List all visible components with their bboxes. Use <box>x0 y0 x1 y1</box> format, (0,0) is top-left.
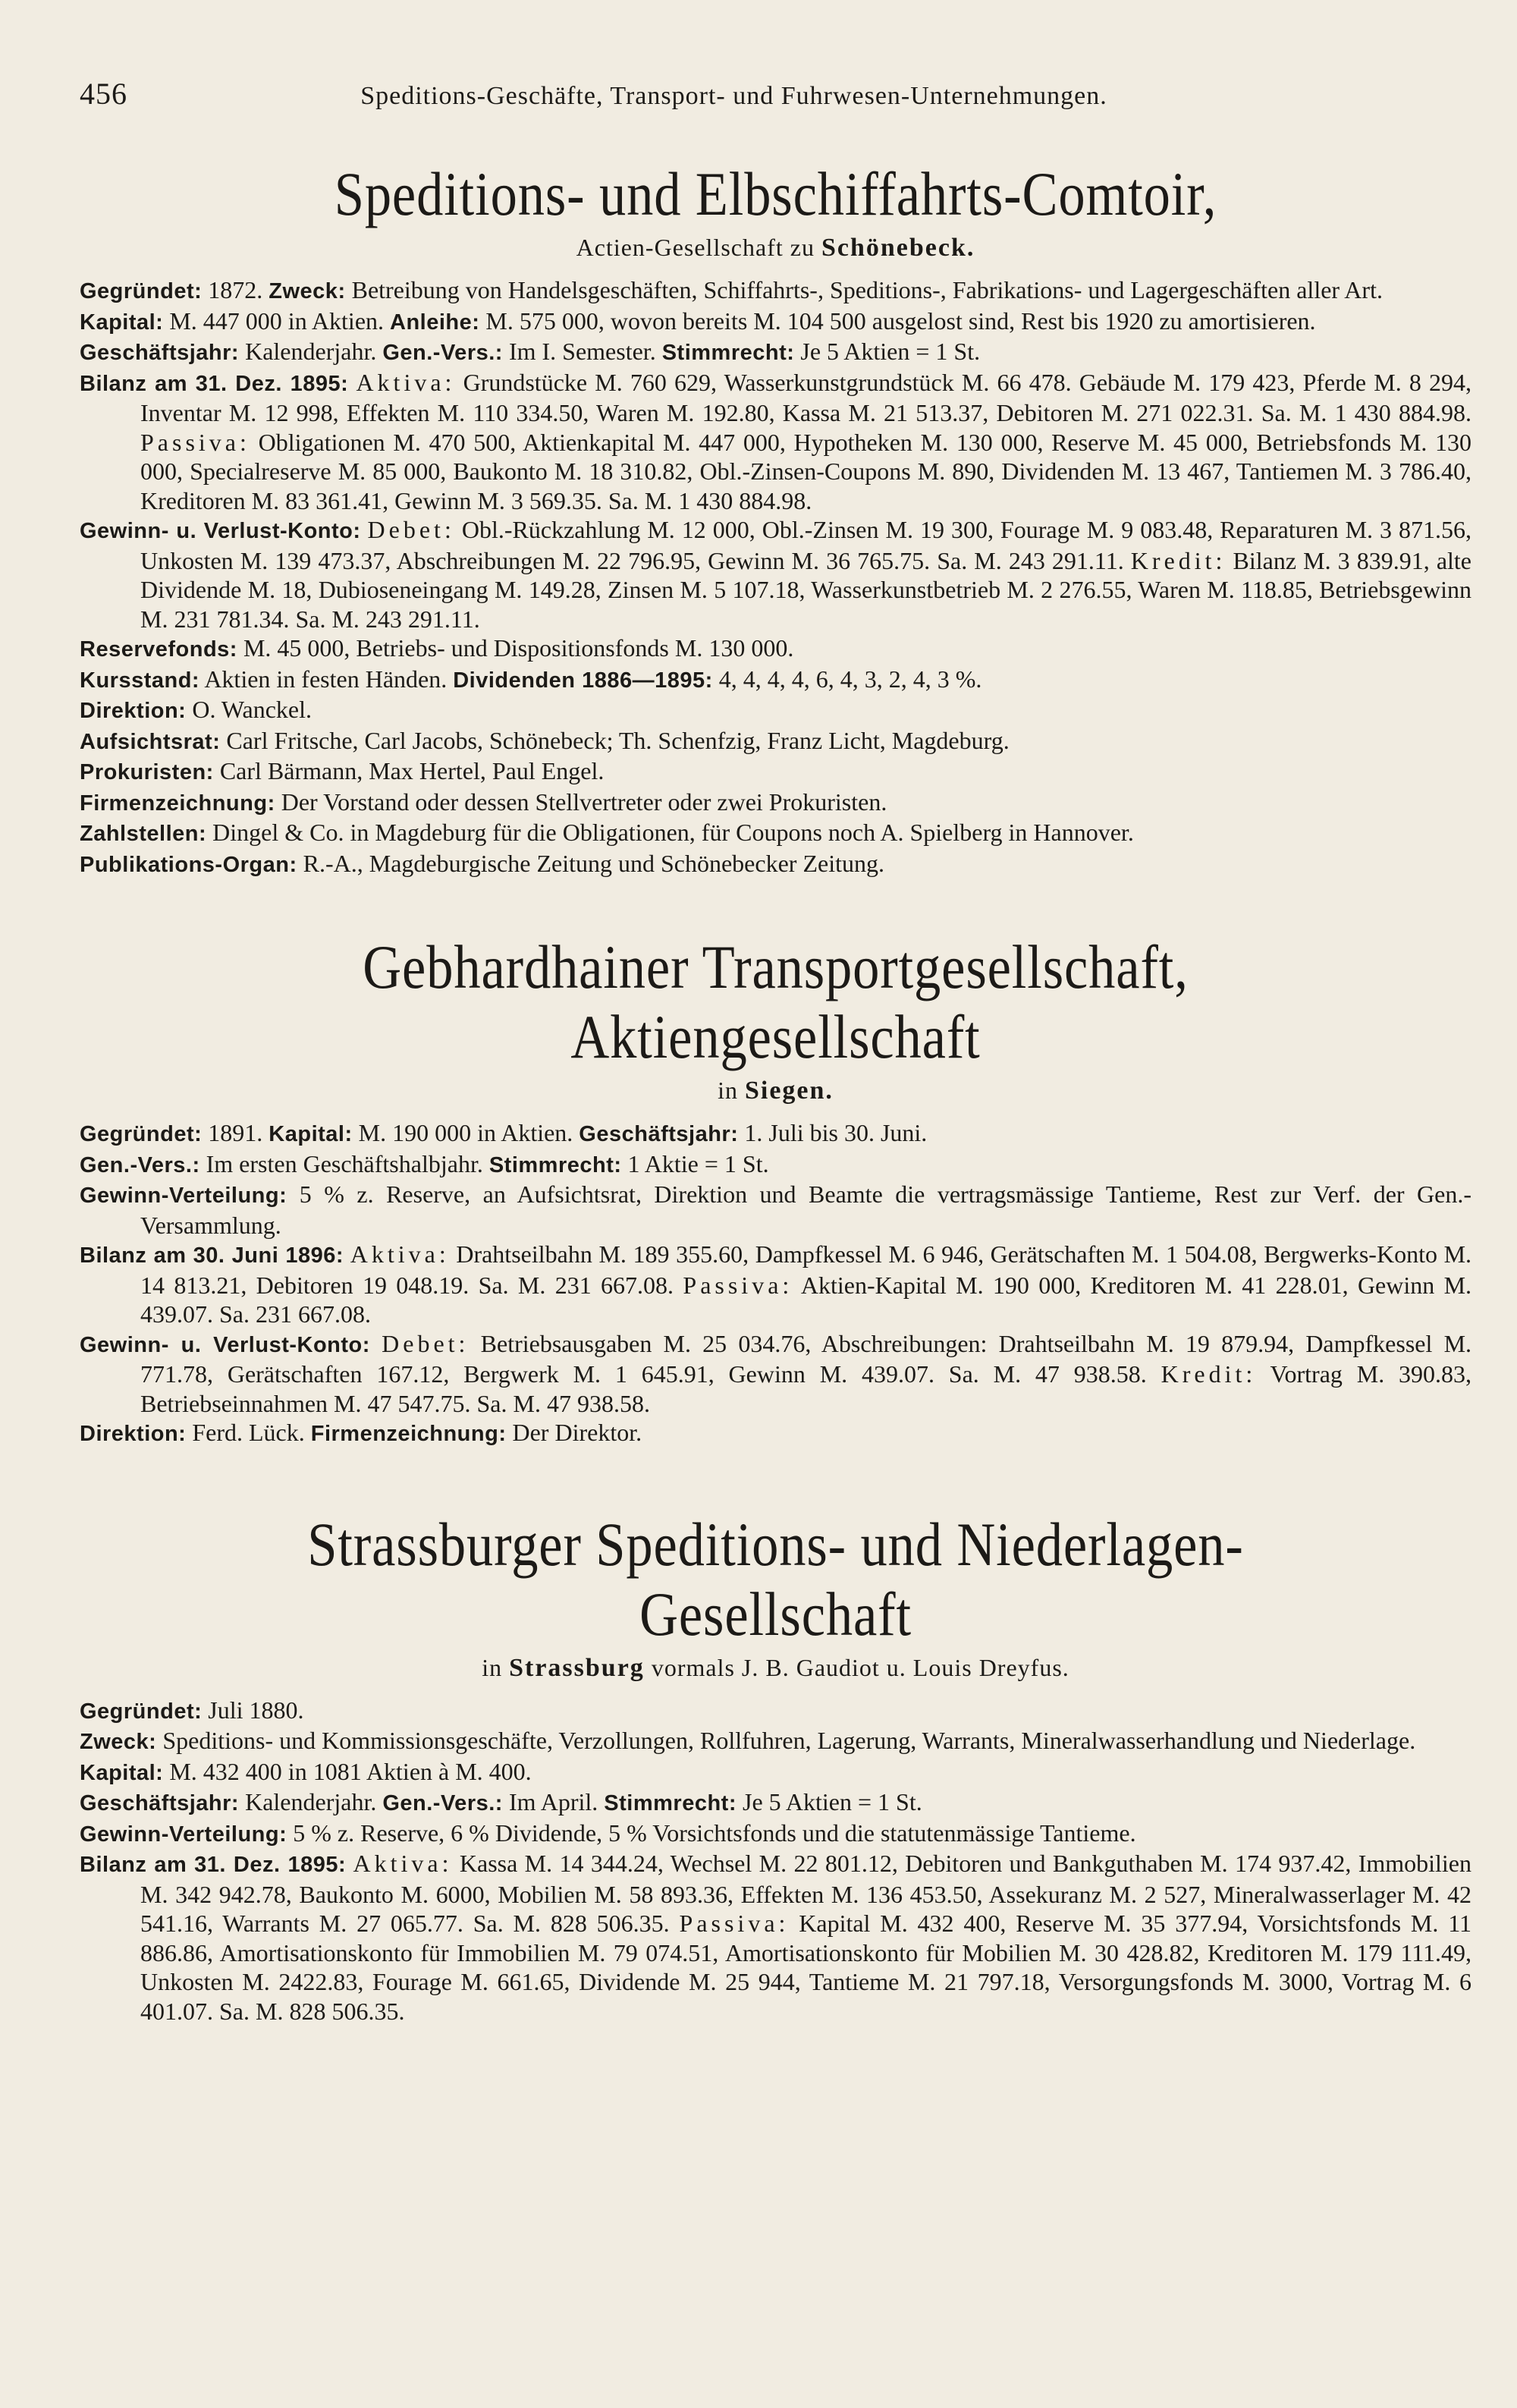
entry-text: Ferd. Lück. <box>192 1419 305 1446</box>
entry-text: M. 190 000 in Aktien. <box>358 1119 573 1146</box>
entry-label: Kapital: <box>269 1122 353 1146</box>
entry-label: Zweck: <box>80 1730 157 1754</box>
entry-text: Aktien in festen Händen. <box>204 665 448 693</box>
entry-label: Bilanz am 30. Juni 1896: <box>80 1243 344 1268</box>
entry-text: M. 447 000 in Aktien. <box>169 307 385 335</box>
entry-label: Aufsichtsrat: <box>80 729 221 754</box>
running-header <box>80 76 1471 129</box>
entry-text: Je 5 Aktien = 1 St. <box>800 338 981 365</box>
entry-text: Kalenderjahr. <box>245 1788 377 1815</box>
entry-text: Im April. <box>508 1788 598 1815</box>
entry-text: R.-A., Magdeburgische Zeitung und Schönebecker Zeitung. <box>303 849 884 877</box>
entry-paragraph <box>80 695 1471 726</box>
entry-text: Dingel & Co. in Magdeburg für die Obligationen, für Coupons noch A. Spielberg in Hannover. <box>212 819 1134 846</box>
subtitle-prefix: in <box>718 1077 738 1104</box>
entry-text: 5 % z. Reserve, an Aufsichtsrat, Direktion und Beamte die vertragsmässige Tantieme, Rest zur Verf. der Gen.-Versammlung. <box>140 1180 1471 1239</box>
company-title: Speditions- und Elbschiffahrts-Comtoir, <box>334 159 1217 228</box>
entry-text: 4, 4, 4, 4, 6, 4, 3, 2, 4, 3 %. <box>718 665 982 693</box>
entry-text: Grundstücke M. 760 629, Wasserkunstgrundstück M. 66 478. Gebäude M. 179 423, Pferde M. 8 294, Inventar M. 12 998, Effekten M. 110 334.50, Waren M. 192.80, Kassa M. 21 513.37, Debitoren M. 271 022.31. Sa. M. 1 430 884.98. <box>140 368 1471 426</box>
subtitle-place: Schönebeck. <box>821 234 975 262</box>
entry-label: Bilanz am 31. Dez. 1895: <box>80 1853 347 1877</box>
entry-text: Kassa M. 14 344.24, Wechsel M. 22 801.12, Debitoren und Bankguthaben M. 174 937.42, Immobilien M. 342 942.78, Baukonto M. 6000, Mobilien M. 58 893.36, Effekten M. 136 453.50, Assekuranz M. 2 527, Mineralwasserlager M. 42 541.16, Warrants M. 27 065.77. Sa. M. 828 506.35. <box>140 1850 1471 1937</box>
entry-paragraph <box>80 515 1471 633</box>
entry-label: Gegründet: <box>80 279 203 303</box>
entry-text: 1 Aktie = 1 St. <box>627 1149 769 1177</box>
entry-label: Dividenden 1886—1895: <box>453 668 713 693</box>
company-title: Strassburger Speditions- und Niederlagen-Gesellschaft <box>307 1509 1244 1649</box>
entry-section-label: Aktiva: <box>356 368 456 396</box>
entry-paragraph <box>80 665 1471 696</box>
entry-paragraph <box>80 1118 1471 1149</box>
entry-label: Kapital: <box>80 310 164 335</box>
entry-paragraph <box>80 726 1471 757</box>
entry-paragraph <box>80 1329 1471 1419</box>
entry-text: Vortrag M. 390.83, Betriebseinnahmen M. 47 547.75. Sa. M. 47 938.58. <box>140 1360 1471 1417</box>
entry-paragraph <box>80 756 1471 787</box>
entry-text: Aktien-Kapital M. 190 000, Kreditoren M. 41 228.01, Gewinn M. 439.07. Sa. 231 667.08. <box>140 1271 1471 1328</box>
company-subtitle <box>80 229 1471 266</box>
entry-section-label: Debet: <box>367 516 455 543</box>
entry-text: Obligationen M. 470 500, Aktienkapital M. 447 000, Hypotheken M. 130 000, Reserve M. 45 000, Betriebsfonds M. 130 000, Specialreserve M. 85 000, Baukonto M. 18 310.82, Obl.-Zinsen-Coupons M. 890, Dividenden M. 13 467, Tantiemen M. 3 786.40, Kreditoren M. 83 361.41, Gewinn M. 3 569.35. Sa. M. 1 430 884.98. <box>140 428 1471 514</box>
entry-text: 1872. <box>208 276 263 303</box>
entry-paragraph <box>80 307 1471 338</box>
entry-paragraph <box>80 1418 1471 1449</box>
entry-label: Bilanz am 31. Dez. 1895: <box>80 371 349 396</box>
entry-paragraph <box>80 1787 1471 1819</box>
entry-paragraph <box>80 1849 1471 2026</box>
entry-paragraph <box>80 818 1471 849</box>
entry-paragraph <box>80 368 1471 516</box>
entry-paragraph <box>80 787 1471 819</box>
entry-text: Je 5 Aktien = 1 St. <box>742 1788 922 1815</box>
entry-label: Kapital: <box>80 1760 164 1785</box>
entry-label: Stimmrecht: <box>604 1791 737 1815</box>
entry-text: Betriebsausgaben M. 25 034.76, Abschreibungen: Drahtseilbahn M. 19 879.94, Dampfkessel M. 771.78, Gerätschaften 167.12, Bergwerk M. 1 645.91, Gewinn M. 439.07. Sa. M. 47 938.58. <box>140 1329 1471 1388</box>
entry-label: Stimmrecht: <box>661 341 795 365</box>
entry-section-label: Debet: <box>382 1329 470 1357</box>
company-title: Gebhardhainer Transportgesellschaft, Aktiengesellschaft <box>363 932 1189 1071</box>
entry-text: Juli 1880. <box>208 1696 304 1724</box>
entry-label: Firmenzeichnung: <box>310 1422 507 1446</box>
entry-paragraph <box>80 337 1471 368</box>
entry-section-label: Passiva: <box>140 428 250 456</box>
entry-text: Im I. Semester. <box>508 338 656 365</box>
entry-label: Gewinn- u. Verlust-Konto: <box>80 1332 370 1357</box>
entry-text: 1891. <box>208 1119 263 1146</box>
entry-list <box>80 1696 1471 2026</box>
entry-paragraph <box>80 1696 1471 1727</box>
entry-section-label: Passiva: <box>679 1910 790 1937</box>
entry-label: Direktion: <box>80 699 187 723</box>
entry-label: Gewinn- u. Verlust-Konto: <box>80 519 361 543</box>
entry-text: Der Direktor. <box>512 1419 642 1446</box>
page-number: 456 <box>80 77 127 111</box>
entry-label: Gewinn-Verteilung: <box>80 1822 287 1847</box>
subtitle-prefix: Actien-Gesellschaft zu <box>576 234 815 261</box>
entry-label: Gegründet: <box>80 1699 203 1724</box>
entry-section-label: Kredit: <box>1130 546 1226 574</box>
entry-paragraph <box>80 1726 1471 1757</box>
entry-paragraph <box>80 1757 1471 1788</box>
entry-paragraph <box>80 1240 1471 1329</box>
entry-label: Geschäftsjahr: <box>80 341 240 365</box>
entry-section-label: Aktiva: <box>350 1240 450 1268</box>
company-section <box>80 159 1471 879</box>
entry-text: Betreibung von Handelsgeschäften, Schiffahrts-, Speditions-, Fabrikations- und Lagergeschäften aller Art. <box>351 276 1383 303</box>
entry-text: M. 45 000, Betriebs- und Dispositionsfonds M. 130 000. <box>243 634 794 662</box>
entry-text: Im ersten Geschäftshalbjahr. <box>206 1149 483 1177</box>
entry-text: Drahtseilbahn M. 189 355.60, Dampfkessel M. 6 946, Gerätschaften M. 1 504.08, Bergwerks-Konto M. 14 813.21, Debitoren 19 048.19. Sa. M. 231 667.08. <box>140 1240 1471 1299</box>
entry-label: Kursstand: <box>80 668 200 693</box>
entry-section-label: Kredit: <box>1161 1360 1257 1388</box>
entry-list <box>80 275 1471 879</box>
entry-label: Direktion: <box>80 1422 187 1446</box>
entry-text: 1. Juli bis 30. Juni. <box>744 1119 928 1146</box>
entry-text: Kapital M. 432 400, Reserve M. 35 377.94, Vorsichtsfonds M. 11 886.86, Amortisationskonto für Immobilien M. 79 074.51, Amortisationskonto für Mobilien M. 30 428.82, Kreditoren M. 179 111.49, Unkosten M. 2422.83, Fourage M. 661.65, Dividende M. 25 944, Tantieme M. 21 797.18, Versorgungsfonds M. 3000, Vortrag M. 6 401.07. Sa. M. 828 506.35. <box>140 1910 1471 2025</box>
entry-label: Gen.-Vers.: <box>80 1152 200 1177</box>
entry-text: M. 432 400 in 1081 Aktien à M. 400. <box>169 1757 532 1785</box>
entry-paragraph <box>80 633 1471 665</box>
entry-list <box>80 1118 1471 1449</box>
entry-text: O. Wanckel. <box>192 696 313 723</box>
entry-text: Obl.-Rückzahlung M. 12 000, Obl.-Zinsen M. 19 300, Fourage M. 9 083.48, Reparaturen M. 3 871.56, Unkosten M. 139 473.37, Abschreibungen M. 22 796.95, Gewinn M. 36 765.75. Sa. M. 243 291.11. <box>140 516 1471 574</box>
entry-label: Zahlstellen: <box>80 822 207 846</box>
entry-label: Gegründet: <box>80 1122 203 1146</box>
entry-text: M. 575 000, wovon bereits M. 104 500 ausgelost sind, Rest bis 1920 zu amortisieren. <box>485 307 1316 335</box>
entry-text: Carl Bärmann, Max Hertel, Paul Engel. <box>219 757 605 784</box>
subtitle-suffix: vormals J. B. Gaudiot u. Louis Dreyfus. <box>651 1653 1069 1681</box>
company-section <box>80 932 1471 1449</box>
entry-label: Stimmrecht: <box>488 1152 622 1177</box>
entry-text: Bilanz M. 3 839.91, alte Dividende M. 18, Dubioseneingang M. 149.28, Zinsen M. 5 107.18, Wasserkunstbetrieb M. 2 276.55, Waren M. 118.85, Betriebsgewinn M. 231 781.34. Sa. M. 243 291.11. <box>140 546 1471 633</box>
entry-text: 5 % z. Reserve, 6 % Dividende, 5 % Vorsichtsfonds und die statutenmässige Tantieme. <box>293 1819 1136 1847</box>
entry-text: Carl Fritsche, Carl Jacobs, Schönebeck; Th. Schenfzig, Franz Licht, Magdeburg. <box>226 726 1010 754</box>
entry-text: Speditions- und Kommissionsgeschäfte, Verzollungen, Rollfuhren, Lagerung, Warrants, Mineralwasserhandlung und Niederlage. <box>162 1727 1416 1754</box>
entry-label: Geschäftsjahr: <box>80 1791 240 1815</box>
entry-label: Firmenzeichnung: <box>80 791 275 816</box>
company-subtitle <box>80 1649 1471 1687</box>
entry-paragraph <box>80 849 1471 880</box>
subtitle-place: Strassburg <box>509 1653 645 1682</box>
entry-paragraph <box>80 275 1471 307</box>
entry-label: Gewinn-Verteilung: <box>80 1184 287 1208</box>
subtitle-place: Siegen. <box>744 1077 834 1105</box>
entry-section-label: Aktiva: <box>353 1850 453 1877</box>
entry-label: Geschäftsjahr: <box>579 1122 739 1146</box>
entry-text: Der Vorstand oder dessen Stellvertreter oder zwei Prokuristen. <box>281 787 887 816</box>
entry-label: Publikations-Organ: <box>80 852 297 877</box>
entry-paragraph <box>80 1180 1471 1240</box>
entry-paragraph <box>80 1149 1471 1180</box>
running-title: Speditions-Geschäfte, Transport- und Fuhrwesen-Unternehmungen. <box>360 82 1107 110</box>
company-section <box>80 1510 1471 2026</box>
entry-label: Gen.-Vers.: <box>382 1791 503 1815</box>
entry-label: Gen.-Vers.: <box>382 341 503 365</box>
entry-label: Reservefonds: <box>80 637 237 662</box>
entry-section-label: Passiva: <box>683 1271 793 1299</box>
entry-text: Kalenderjahr. <box>245 338 377 365</box>
entry-label: Anleihe: <box>390 310 480 335</box>
entry-label: Zweck: <box>269 279 346 303</box>
subtitle-prefix: in <box>482 1653 503 1681</box>
company-subtitle <box>80 1072 1471 1109</box>
page <box>80 76 1471 2367</box>
entry-paragraph <box>80 1819 1471 1850</box>
entry-label: Prokuristen: <box>80 760 214 784</box>
